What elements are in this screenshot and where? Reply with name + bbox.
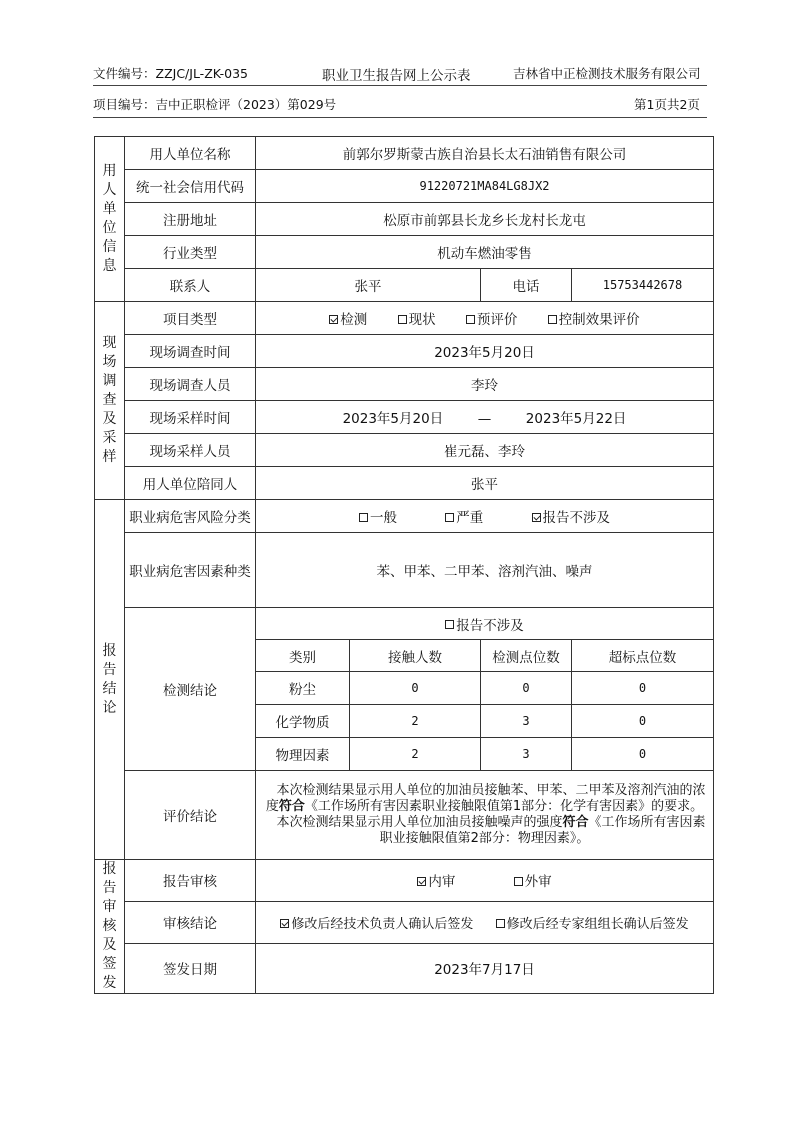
hazard-factor-value: 苯、甲苯、二甲苯、溶剂汽油、噪声 (256, 533, 714, 608)
hazard-factor-label: 职业病危害因素种类 (125, 533, 256, 608)
audit-label: 报告审核 (125, 860, 256, 902)
table-header-points: 检测点位数 (481, 640, 572, 672)
cell-points: 0 (481, 672, 572, 705)
checkbox-icon (532, 513, 541, 522)
checkbox-icon (359, 513, 368, 522)
cell-category: 化学物质 (256, 705, 350, 738)
option-internal-audit[interactable] (417, 870, 455, 890)
option-tech-lead-sign[interactable] (280, 913, 473, 932)
option-pre-evaluation[interactable] (466, 308, 518, 328)
industry-value: 机动车燃油零售 (256, 236, 714, 269)
project-number: 项目编号：吉中正职检评（2023）第029号 (93, 97, 337, 112)
sampling-start-date: 2023年5月20日 (342, 411, 444, 427)
employer-name-label: 用人单位名称 (125, 137, 256, 170)
section-label: 用 人 单 位 信 息 (102, 163, 117, 274)
survey-time-value: 2023年5月20日 (256, 335, 714, 368)
cell-exposed: 2 (350, 738, 481, 771)
evaluation-paragraph-chemical: 本次检测结果显示用人单位的加油员接触苯、甲苯、二甲苯及溶剂汽油的浓度符合《工作场所有害因素职业接触限值第1部分：化学有害因素》的要求。 (265, 783, 706, 814)
cell-exposed: 2 (350, 705, 481, 738)
option-label: 修改后经专家组组长确认后签发 (506, 916, 689, 932)
evaluation-label: 评价结论 (125, 771, 256, 860)
cell-exceed: 0 (572, 705, 714, 738)
option-label: 内审 (428, 874, 456, 891)
issue-date-value: 2023年7月17日 (256, 943, 714, 993)
table-header-exceed: 超标点位数 (572, 640, 714, 672)
checkbox-icon (466, 315, 475, 324)
cell-category: 物理因素 (256, 738, 350, 771)
option-not-involved[interactable] (532, 506, 611, 526)
option-label: 严重 (456, 510, 484, 526)
checkbox-icon (280, 919, 289, 928)
project-type-label: 项目类型 (125, 302, 256, 335)
option-not-involved[interactable] (445, 614, 524, 634)
header-divider (93, 85, 707, 86)
option-label: 外审 (524, 874, 552, 891)
checkbox-icon (514, 877, 523, 886)
section-conclusion (95, 500, 125, 860)
section-survey (95, 302, 125, 500)
company-name: 吉林省中正检测技术服务有限公司 (513, 66, 701, 81)
disclosure-table (94, 136, 714, 994)
option-expert-lead-sign[interactable] (496, 913, 689, 932)
form-title: 职业卫生报告网上公示表 (322, 68, 471, 84)
contact-value: 张平 (256, 269, 481, 302)
section-label: 报 告 结 论 (102, 642, 117, 716)
checkbox-icon (445, 513, 454, 522)
employer-name-value: 前郭尔罗斯蒙古族自治县长太石油销售有限公司 (256, 137, 714, 170)
option-control-effect[interactable] (548, 308, 640, 328)
file-number: 文件编号：ZZJC/JL-ZK-035 (93, 66, 249, 81)
section-employer-info (95, 137, 125, 302)
address-label: 注册地址 (125, 203, 256, 236)
table-header-exposed: 接触人数 (350, 640, 481, 672)
sampling-end-date: 2023年5月22日 (525, 411, 627, 427)
option-general[interactable] (359, 506, 397, 526)
audit-options (256, 860, 714, 902)
option-label: 修改后经技术负责人确认后签发 (291, 916, 474, 932)
sampling-time-value (256, 401, 714, 434)
table-header-category: 类别 (256, 640, 350, 672)
cell-exposed: 0 (350, 672, 481, 705)
sampler-label: 现场采样人员 (125, 434, 256, 467)
credit-code-label: 统一社会信用代码 (125, 170, 256, 203)
option-label: 预评价 (476, 312, 518, 328)
option-label: 一般 (369, 510, 397, 526)
option-label: 现状 (408, 312, 436, 328)
surveyor-label: 现场调查人员 (125, 368, 256, 401)
cell-points: 3 (481, 738, 572, 771)
address-value: 松原市前郭县长龙乡长龙村长龙屯 (256, 203, 714, 236)
cell-points: 3 (481, 705, 572, 738)
risk-class-options (256, 500, 714, 533)
section-review (95, 860, 125, 994)
cell-exceed: 0 (572, 672, 714, 705)
section-label: 报 告 审 核 及 签 发 (102, 861, 117, 991)
phone-label: 电话 (481, 269, 572, 302)
option-serious[interactable] (445, 506, 483, 526)
issue-date-label: 签发日期 (125, 943, 256, 993)
credit-code-value: 91220721MA84LG8JX2 (256, 170, 714, 203)
checkbox-icon (329, 315, 338, 324)
option-label: 检测 (340, 312, 368, 328)
option-detection[interactable] (329, 308, 367, 328)
option-label: 控制效果评价 (558, 312, 640, 328)
surveyor-value: 李玲 (256, 368, 714, 401)
evaluation-paragraph-physical: 本次检测结果显示用人单位加油员接触噪声的强度符合《工作场所有害因素职业接触限值第2部分：物理因素》。 (276, 815, 706, 846)
page-indicator: 第1页共2页 (634, 97, 700, 112)
escort-label: 用人单位陪同人 (125, 467, 256, 500)
sampler-value: 崔元磊、李玲 (256, 434, 714, 467)
review-result-label: 审核结论 (125, 901, 256, 943)
option-external-audit[interactable] (514, 870, 552, 890)
option-label: 报告不涉及 (542, 510, 611, 526)
option-label: 报告不涉及 (456, 617, 524, 634)
header-divider-2 (93, 117, 707, 118)
checkbox-icon (417, 877, 426, 886)
checkbox-icon (398, 315, 407, 324)
detection-result-label: 检测结论 (125, 608, 256, 771)
cell-category: 粉尘 (256, 672, 350, 705)
checkbox-icon (445, 620, 454, 629)
review-result-options (256, 901, 714, 943)
industry-label: 行业类型 (125, 236, 256, 269)
checkbox-icon (548, 315, 557, 324)
evaluation-text (256, 771, 714, 860)
escort-value: 张平 (256, 467, 714, 500)
contact-label: 联系人 (125, 269, 256, 302)
survey-time-label: 现场调查时间 (125, 335, 256, 368)
project-type-options (256, 302, 714, 335)
risk-class-label: 职业病危害风险分类 (125, 500, 256, 533)
detection-not-involved (256, 608, 714, 640)
section-label: 现 场 调 查 及 采 样 (102, 335, 117, 465)
date-range-dash: — (477, 411, 492, 427)
cell-exceed: 0 (572, 738, 714, 771)
checkbox-icon (496, 919, 505, 928)
sampling-time-label: 现场采样时间 (125, 401, 256, 434)
option-status[interactable] (398, 308, 436, 328)
phone-value: 15753442678 (572, 269, 714, 302)
